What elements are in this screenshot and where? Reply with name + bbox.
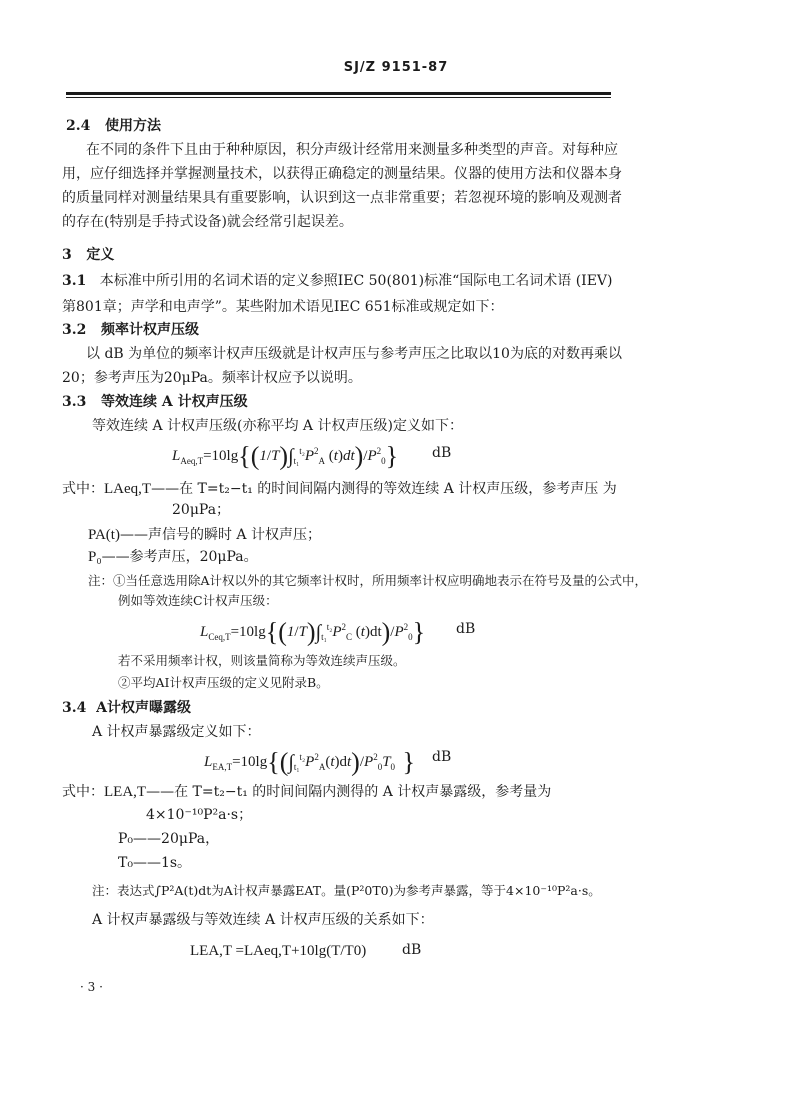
section-title: A计权声曝露级 [96, 700, 191, 716]
note-1-end: 若不采用频率计权，则该量简称为等效连续声压级。 [118, 653, 406, 668]
formula-intro: A 计权声暴露级定义如下： [92, 724, 261, 740]
note: 注：表达式∫P²A(t)dt为A计权声暴露EAT。量(P²0T0)为参考声暴露，等于4×10⁻¹⁰P²a·s。 [92, 883, 601, 898]
section-title: 定义 [86, 247, 115, 263]
symbol: PA(t) [88, 527, 120, 543]
formula-unit: dB [456, 621, 476, 637]
where-label: 式中： [62, 784, 104, 800]
note-text: ①当任意选用除A计权以外的其它频率计权时，所用频率计权应明确地表示在符号及量的公式中， [113, 573, 648, 588]
where-label: 式中： [62, 481, 104, 497]
header-rule-thin [66, 97, 611, 98]
formula-relation: LEA,T =LAeq,T+10lg(T/T0) [190, 943, 367, 959]
where-line: P₀——20μPa， [118, 831, 220, 847]
section-2-4-heading [66, 116, 161, 136]
formula-lea: $L_{EA,T}=10\lg\{(\int_{t_1}^{t_2}P^2_A(t)dt)/P^2_0T_0$ } [204, 747, 416, 777]
header-rule-thick [66, 92, 611, 95]
formula-unit: dB [402, 942, 422, 958]
where-line [88, 524, 321, 546]
where-line [62, 781, 551, 803]
where-continuation: 4×10⁻¹⁰P²a·s； [146, 807, 253, 823]
section-3-2-heading [62, 320, 199, 340]
paragraph-line: 第801章；声学和电声学”。某些附加术语见IEC 651标准或规定如下： [62, 299, 504, 315]
where-line: T₀——1s。 [118, 855, 192, 871]
section-3-3-heading [62, 392, 248, 412]
formula-unit: dB [432, 445, 452, 461]
symbol: LEA,T [104, 784, 147, 800]
note-1 [88, 572, 647, 590]
paragraph-line: 用，应仔细选择并掌握测量技术，以获得正确稳定的测量结果。仪器的使用方法和仪器本身 [62, 166, 622, 182]
where-continuation: 20μPa； [172, 502, 231, 518]
paragraph-line: 在不同的条件下且由于种种原因，积分声级计经常用来测量多种类型的声音。对每种应 [86, 142, 618, 158]
note-1-cont: 例如等效连续C计权声压级： [118, 593, 278, 608]
section-3-1-line [62, 271, 612, 291]
formula-lceq: $L_{Ceq,T}=10\lg\{(1/T)\int_{t_1}^{t_2}P^2_C$ $(t)dt)/P^2_0$} [200, 617, 426, 647]
definition: ——参考声压，20μPa。 [101, 549, 258, 565]
section-3-4-heading [62, 698, 191, 718]
relation-intro: A 计权声暴露级与等效连续 A 计权声压级的关系如下： [92, 912, 434, 928]
definition: ——在 T=t₂−t₁ 的时间间隔内测得的 A 计权声暴露级，参考量为 [146, 784, 552, 800]
symbol: LAeq,T [104, 481, 152, 497]
note-label: 注： [88, 573, 114, 588]
paragraph-line: 的存在(特别是手持式设备)就会经常引起误差。 [62, 214, 353, 230]
where-line [62, 478, 617, 500]
paragraph-line: 20；参考声压为20μPa。频率计权应予以说明。 [62, 370, 362, 386]
note-2: ②平均AI计权声压级的定义见附录B。 [118, 675, 329, 690]
formula-unit: dB [432, 749, 452, 765]
paragraph-text: 本标准中所引用的名词术语的定义参照IEC 50(801)标准“国际电工名词术语 (IEV) [99, 273, 613, 289]
section-number: 2.4 [66, 118, 91, 134]
section-number: 3 [62, 247, 72, 263]
paragraph-line: 以 dB 为单位的频率计权声压级就是计权声压与参考声压之比取以10为底的对数再乘以 [86, 346, 622, 362]
document-code-header: SJ/Z 9151-87 [343, 60, 449, 75]
section-title: 频率计权声压级 [100, 322, 199, 338]
section-title: 使用方法 [104, 118, 161, 134]
definition: ——在 T=t₂−t₁ 的时间间隔内测得的等效连续 A 计权声压级，参考声压 为 [151, 481, 617, 497]
page-number: · 3 · [80, 980, 103, 994]
section-number: 3.1 [62, 273, 87, 289]
paragraph-line: 的质量同样对测量结果具有重要影响，认识到这一点非常重要；若忽视环境的影响及观测者 [62, 190, 622, 206]
section-title: 等效连续 A 计权声压级 [100, 394, 248, 410]
section-number: 3.3 [62, 394, 87, 410]
section-number: 3.2 [62, 322, 87, 338]
formula-laeq: $L_{Aeq,T}=10\lg\{(1/T)\int_{t_1}^{t_2}P^2_A$ $(t)dt)/P^2_0$} [172, 441, 399, 471]
section-3-heading [62, 245, 114, 265]
symbol: P₀ [88, 549, 102, 565]
where-line [88, 546, 258, 568]
definition: ——声信号的瞬时 A 计权声压； [119, 527, 321, 543]
section-number: 3.4 [62, 700, 87, 716]
formula-intro: 等效连续 A 计权声压级(亦称平均 A 计权声压级)定义如下： [92, 418, 463, 434]
